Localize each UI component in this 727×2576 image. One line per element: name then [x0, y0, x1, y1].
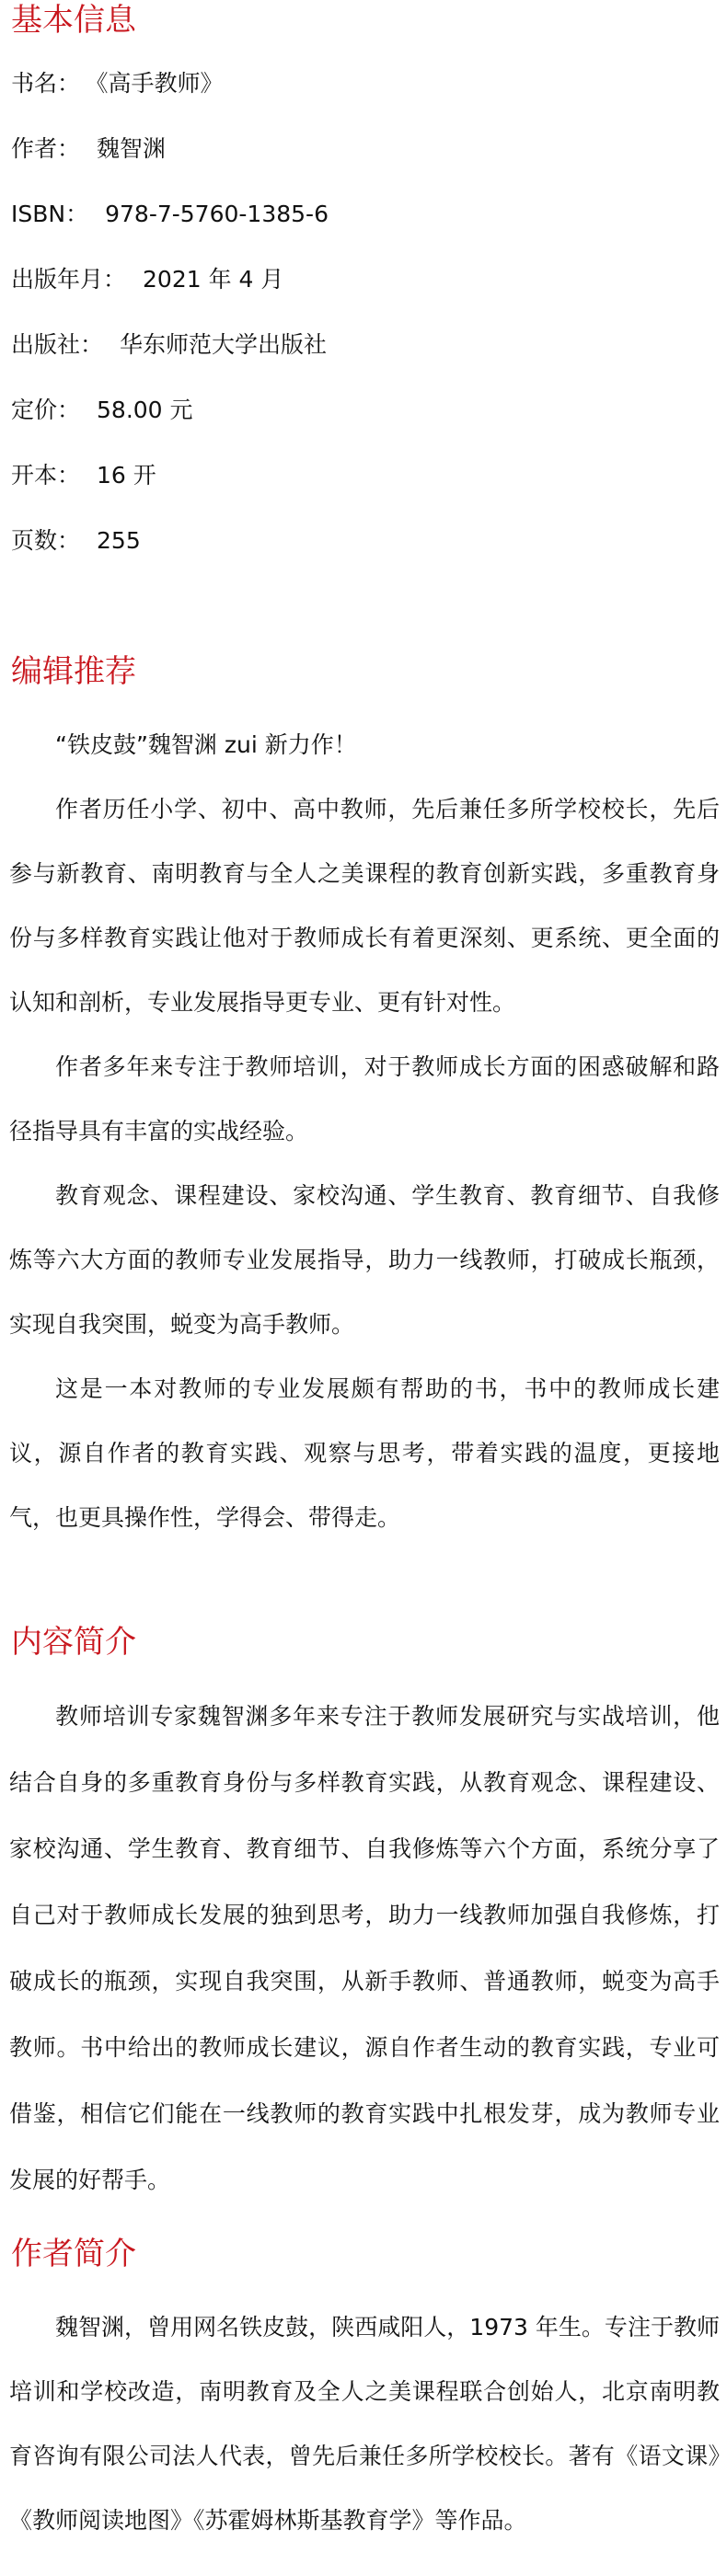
editor-paragraph: 作者历任小学、初中、高中教师，先后兼任多所学校校长，先后参与新教育、南明教育与全人之美课程的教育创新实践，多重教育身份与多样教育实践让他对于教师成长有着更深刻、更系统、更全面的认知和剖析，专业发展指导更专业、更有针对性。 [9, 796, 720, 1016]
editor-paragraph: 这是一本对教师的专业发展颇有帮助的书，书中的教师成长建议，源自作者的教育实践、观察与思考，带着实践的温度，更接地气，也更具操作性，学得会、带得走。 [9, 1375, 720, 1531]
basic-info-heading: 基本信息 [11, 2, 136, 39]
info-row-isbn [11, 200, 329, 229]
info-label: 页数： [11, 527, 81, 554]
info-value: 2021 年 4 月 [143, 266, 284, 293]
author-intro-heading: 作者简介 [11, 2236, 136, 2272]
content-intro-heading: 内容简介 [11, 1624, 136, 1661]
info-row-format [11, 461, 156, 490]
info-value: 华东师范大学出版社 [120, 331, 328, 358]
info-label: 作者： [11, 135, 81, 162]
info-value: 58.00 元 [97, 397, 193, 423]
content-paragraph: 教师培训专家魏智渊多年来专注于教师发展研究与实战培训，他结合自身的多重教育身份与多样教育实践，从教育观念、课程建设、家校沟通、学生教育、教育细节、自我修炼等六个方面，系统分享了自己对于教师成长发展的独到思考，助力一线教师加强自我修炼，打破成长的瓶颈，实现自我突围，从新手教师、普通教师，蜕变为高手教师。书中给出的教师成长建议，源自作者生动的教育实践，专业可借鉴，相信它们能在一线教师的教育实践中扎根发芽，成为教师专业发展的好帮手。 [9, 1703, 720, 2193]
info-row-pages [11, 526, 141, 556]
info-value: 16 开 [97, 462, 156, 489]
info-value: 978-7-5760-1385-6 [105, 201, 329, 227]
info-value: 魏智渊 [97, 135, 167, 162]
info-label: 书名： [11, 70, 81, 97]
info-row-title [11, 69, 224, 98]
info-value: 255 [97, 527, 141, 554]
editor-paragraph: 作者多年来专注于教师培训，对于教师成长方面的困惑破解和路径指导具有丰富的实战经验。 [9, 1053, 720, 1144]
info-label: 定价： [11, 397, 81, 423]
info-row-publish-date [11, 265, 283, 294]
info-row-publisher [11, 330, 327, 360]
info-label: 出版年月： [11, 266, 127, 293]
info-row-author [11, 134, 166, 164]
info-label: ISBN： [11, 201, 89, 227]
editor-paragraph: “铁皮鼓”魏智渊 zui 新力作！ [55, 731, 357, 758]
editor-paragraph: 教育观念、课程建设、家校沟通、学生教育、教育细节、自我修炼等六大方面的教师专业发展指导，助力一线教师，打破成长瓶颈，实现自我突围，蜕变为高手教师。 [9, 1182, 720, 1338]
info-row-price [11, 396, 193, 425]
editor-recommendation-heading: 编辑推荐 [11, 653, 136, 690]
info-label: 出版社： [11, 331, 104, 358]
info-value: 《高手教师》 [97, 70, 224, 97]
info-label: 开本： [11, 462, 81, 489]
author-paragraph: 魏智渊，曾用网名铁皮鼓，陕西咸阳人，1973 年生。专注于教师培训和学校改造，南明教育及全人之美课程联合创始人，北京南明教育咨询有限公司法人代表，曾先后兼任多所学校校长。著有《语文课》《教师阅读地图》《苏霍姆林斯基教育学》等作品。 [9, 2314, 720, 2534]
